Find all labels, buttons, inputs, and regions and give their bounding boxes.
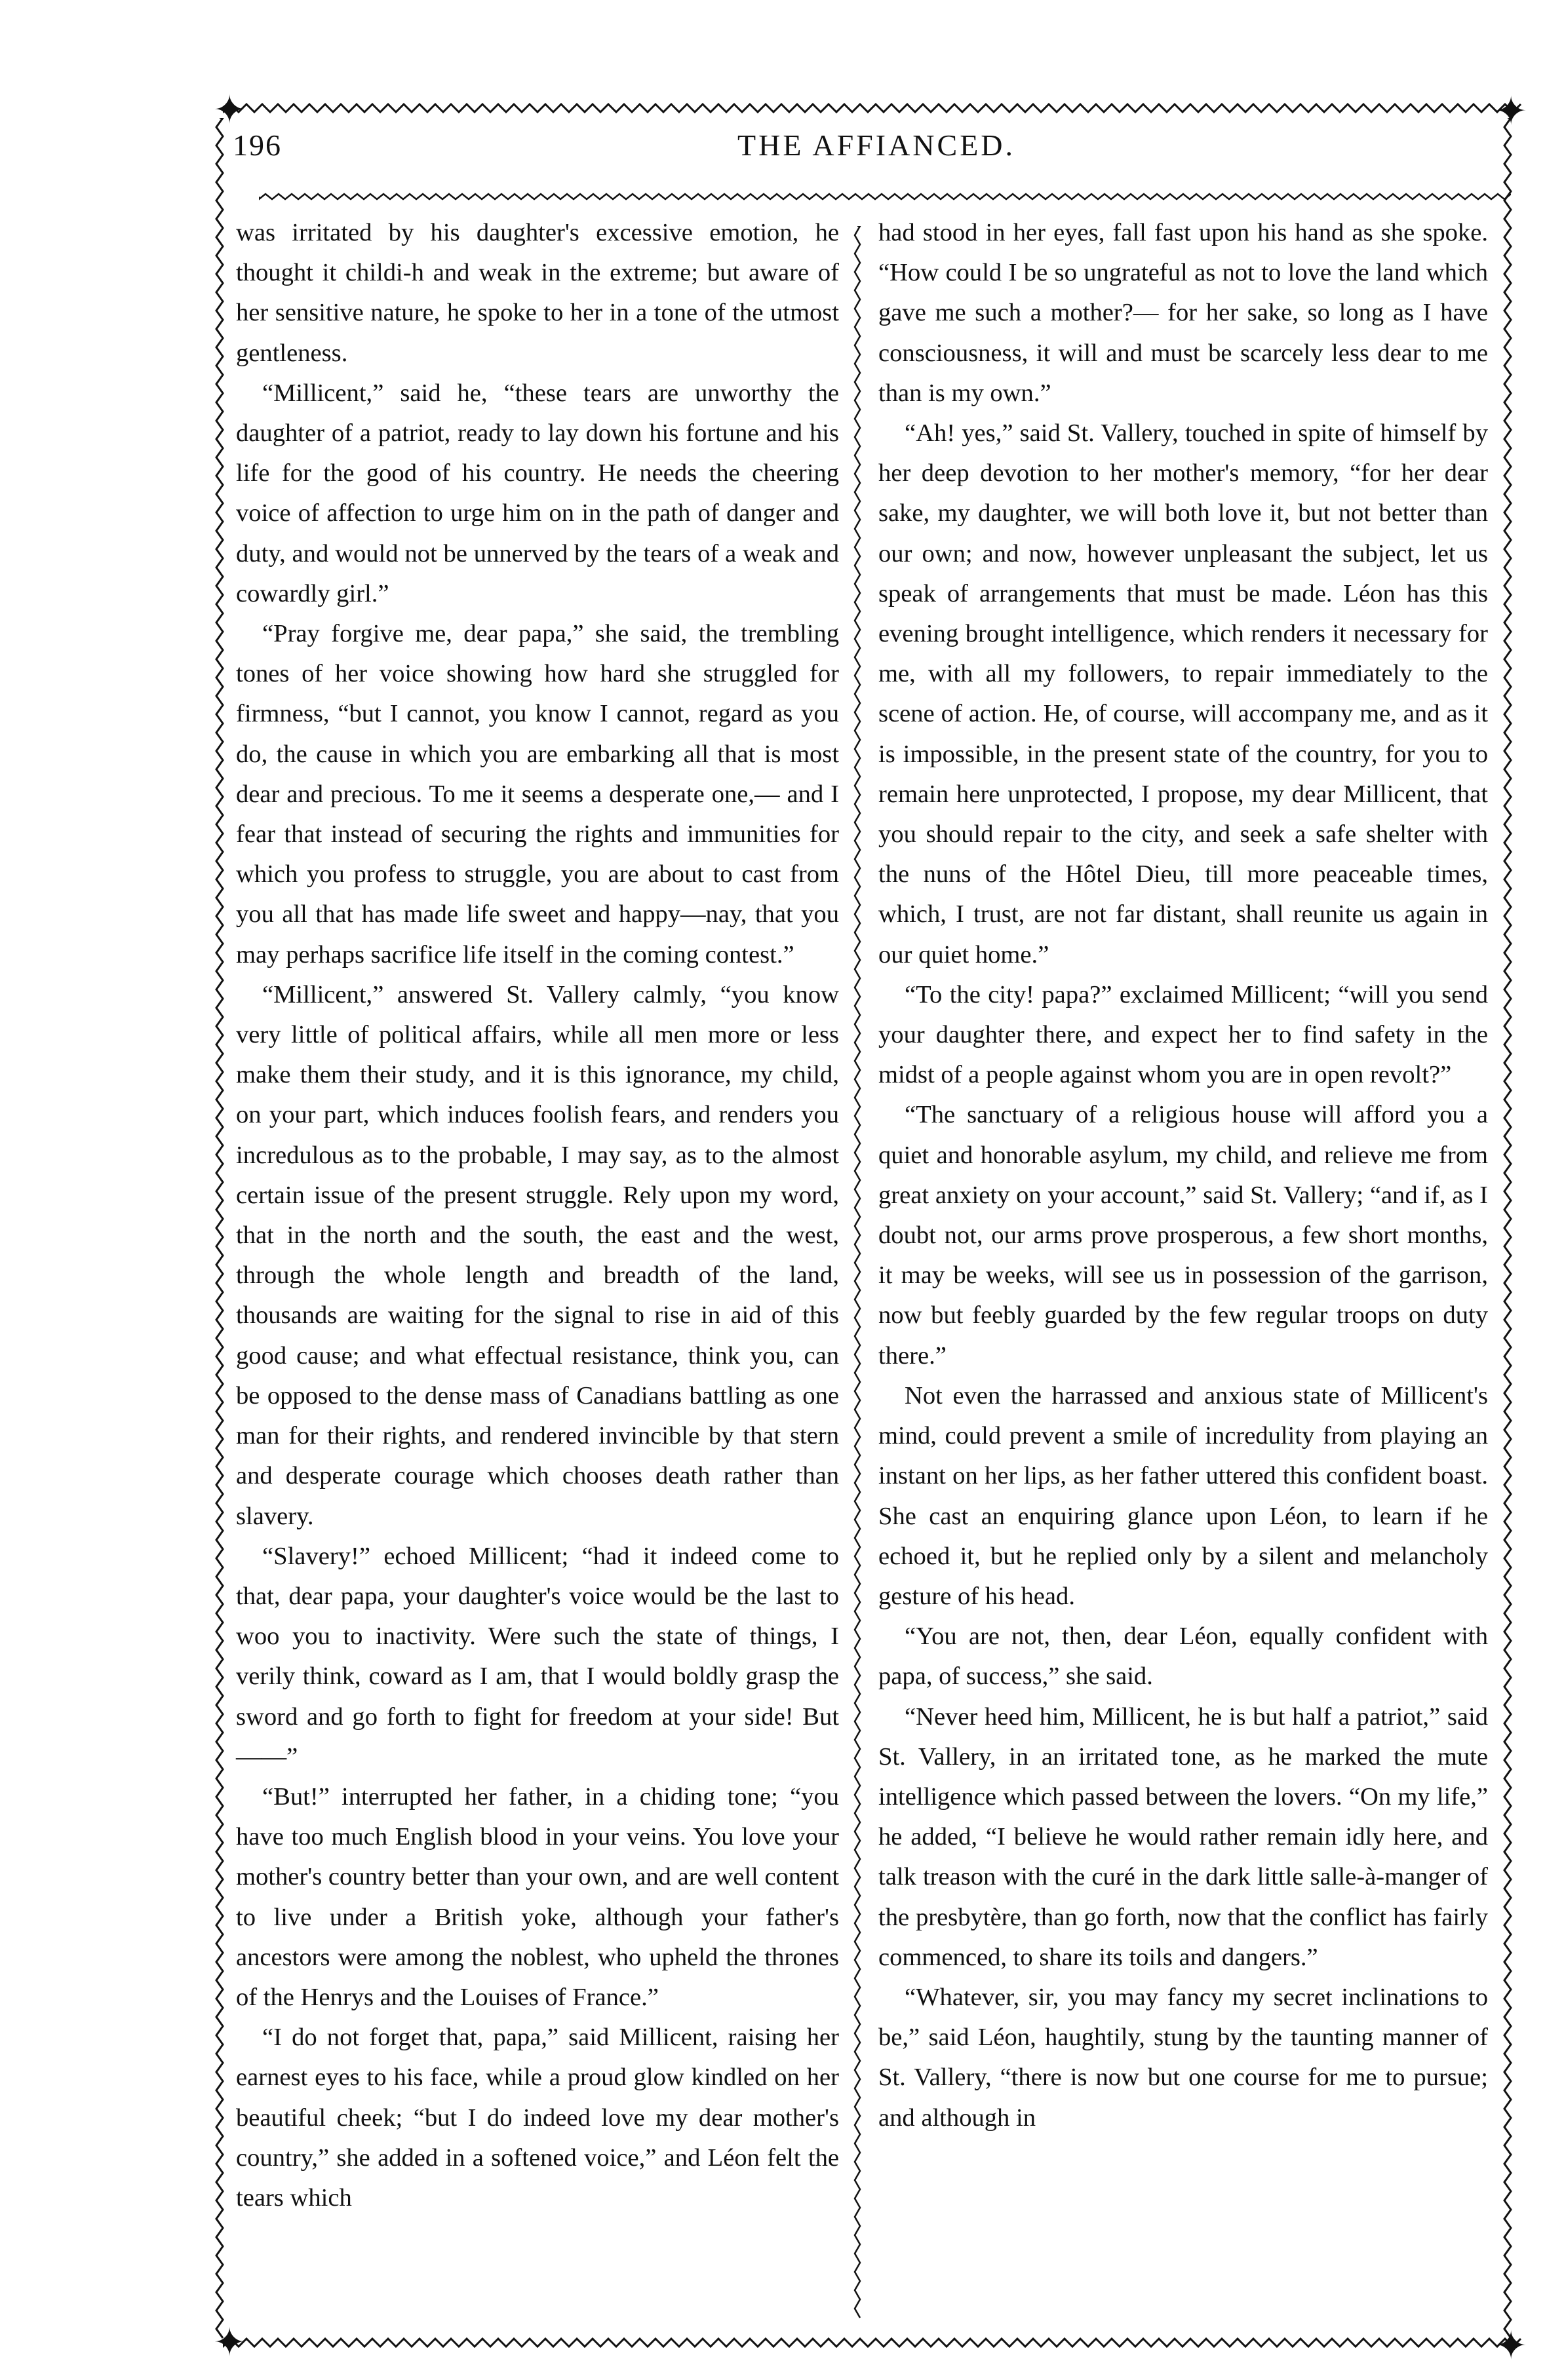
bottom-wavy-border xyxy=(223,2333,1527,2352)
paragraph: “Never heed him, Millicent, he is but half a patriot,” said St. Vallery, in an irritated tone, as he marked the mute intelligence which passed between the lovers. “On my life,” he added, “I believe he would rather remain idly here, and talk treason with the curé in the dark little salle-à-manger of the presbytère, than go forth, now that the conflict has fairly commenced, to share its toils and dangers.” xyxy=(878,1702,1488,1971)
bottom-right-ornament: ✦ xyxy=(1495,2324,1528,2368)
paragraph: “To the city! papa?” exclaimed Millicent; “will you send your daughter there, and expect her to find safety in the midst of a people against whom you are in open revolt?” xyxy=(878,980,1488,1089)
right-text-column xyxy=(878,213,1488,2138)
top-left-ornament: ✦ xyxy=(213,88,246,132)
top-right-ornament: ✦ xyxy=(1495,90,1528,133)
paragraph: “You are not, then, dear Léon, equally confident with papa, of success,” she said. xyxy=(878,1622,1488,1691)
paragraph: “But!” interrupted her father, in a chiding tone; “you have too much English blood in your veins. You love your mother's country better than your own, and are well content to live under a British yoke, although your father's ancestors were among the noblest, who upheld the thrones of the Henrys and the Louises of France.” xyxy=(236,1782,839,2011)
paragraph: “Whatever, sir, you may fancy my secret inclinations to be,” said Léon, haughtily, stung by the taunting manner of St. Vallery, “there is now but one course for me to pursue; and although in xyxy=(878,1983,1488,2132)
right-wavy-border xyxy=(1501,118,1514,2339)
running-title: THE AFFIANCED. xyxy=(737,128,1016,162)
paragraph: was irritated by his daughter's excessive emotion, he thought it childi-h and weak in the extreme; but aware of her sensitive nature, he spoke to her in a tone of the utmost gentleness. xyxy=(236,219,839,367)
paragraph: Not even the harrassed and anxious state of Millicent's mind, could prevent a smile of incredulity from playing an instant on her lips, as her father uttered this confident boast. She cast an enquiring glance upon Léon, to learn if he echoed it, but he replied only by a silent and melancholy gesture of his head. xyxy=(878,1381,1488,1610)
paragraph: “Ah! yes,” said St. Vallery, touched in spite of himself by her deep devotion to her mother's memory, “for her dear sake, my daughter, we will both love it, but not better than our own; and now, however unpleasant the subject, let us speak of arrangements that must be made. Léon has this evening brought intelligence, which renders it necessary for me, with all my followers, to repair immediately to the scene of action. He, of course, will accompany me, and as it is impossible, in the present state of the country, for you to remain here unprotected, I propose, my dear Millicent, that you should repair to the city, and seek a safe shelter with the nuns of the Hôtel Dieu, till more peaceable times, which, I trust, are not far distant, shall reunite us again in our quiet home.” xyxy=(878,419,1488,969)
column-divider xyxy=(851,226,864,2323)
page-header xyxy=(233,128,1545,180)
page-number: 196 xyxy=(233,128,282,162)
left-wavy-border xyxy=(213,118,226,2346)
left-text-column xyxy=(236,213,839,2218)
bottom-left-ornament: ✦ xyxy=(213,2321,246,2364)
header-rule xyxy=(259,190,1511,203)
paragraph: “The sanctuary of a religious house will afford you a quiet and honorable asylum, my child, and relieve me from great anxiety on your account,” said St. Vallery; “and if, as I doubt not, our arms prove prosperous, a few short months, it may be weeks, will see us in possession of the garrison, now but feebly guarded by the few regular troops on duty there.” xyxy=(878,1101,1488,1370)
paragraph: “Pray forgive me, dear papa,” she said, the trembling tones of her voice showing how hard she struggled for firmness, “but I cannot, you know I cannot, regard as you do, the cause in which you are embarking all that is most dear and precious. To me it seems a desperate one,— and I fear that instead of securing the rights and immunities for which you profess to struggle, you are about to cast from you all that has made life sweet and happy—nay, that you may perhaps sacrifice life itself in the coming contest.” xyxy=(236,620,839,969)
paragraph: “I do not forget that, papa,” said Millicent, raising her earnest eyes to his face, while a proud glow kindled on her beautiful cheek; “but I do indeed love my dear mother's country,” she added in a softened voice,” and Léon felt the tears which xyxy=(236,2024,839,2212)
paragraph: “Millicent,” answered St. Vallery calmly, “you know very little of political affairs, while all men more or less make them their study, and it is this ignorance, my child, on your part, which induces foolish fears, and renders you incredulous as to the probable, I may say, as to the almost certain issue of the present struggle. Rely upon my word, that in the north and the south, the east and the west, through the whole length and breadth of the land, thousands are waiting for the signal to rise in aid of this good cause; and what effectual resistance, think you, can be opposed to the dense mass of Canadians battling as one man for their rights, and rendered invincible by that stern and desperate courage which chooses death rather than slavery. xyxy=(236,980,839,1530)
paragraph: “Slavery!” echoed Millicent; “had it indeed come to that, dear papa, your daughter's voice would be the last to woo you to inactivity. Were such the state of things, I verily think, coward as I am, that I would boldly grasp the sword and go forth to fight for freedom at your side! But——” xyxy=(236,1542,839,1771)
paragraph: “Millicent,” said he, “these tears are unworthy the daughter of a patriot, ready to lay down his fortune and his life for the good of his country. He needs the cheering voice of affection to urge him on in the path of danger and duty, and would not be unnerved by the tears of a weak and cowardly girl.” xyxy=(236,379,839,607)
top-wavy-border xyxy=(223,98,1527,118)
paragraph: had stood in her eyes, fall fast upon his hand as she spoke. “How could I be so ungrateful as not to love the land which gave me such a mother?— for her sake, so long as I have consciousness, it will and must be scarcely less dear to me than is my own.” xyxy=(878,219,1488,407)
